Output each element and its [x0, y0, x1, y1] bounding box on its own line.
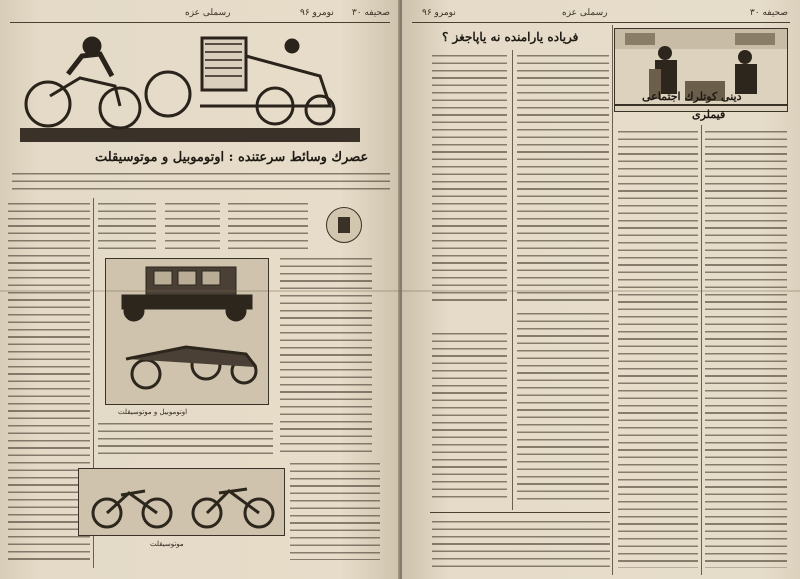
car-drawing — [146, 38, 334, 124]
right-issue-number: نومرو ۹۶ — [422, 8, 456, 18]
right-text-column-1b — [432, 330, 507, 500]
left-text-column-2a — [98, 200, 156, 252]
left-magazine-name: رسملی عزه — [185, 8, 231, 18]
right-top-headline: فریاده یارامنده نه یاپاجغز ؟ — [442, 30, 579, 44]
right-text-column-2 — [517, 52, 609, 302]
right-text-column-4 — [705, 128, 787, 568]
left-text-column-2b — [165, 200, 220, 252]
right-bottom-text — [432, 518, 610, 568]
right-text-column-3 — [618, 128, 698, 568]
left-text-column-3 — [280, 255, 372, 455]
left-intro-text — [12, 170, 390, 190]
right-header-rule — [412, 22, 790, 23]
left-issue-number: نومرو ۹۶ — [300, 8, 334, 18]
left-page-number: صحیفه ۳۰ — [351, 8, 390, 18]
right-magazine-name: رسملی عزه — [562, 8, 608, 18]
left-header-rule — [10, 22, 390, 23]
motorcycle-photo-caption: موتوسیقلت — [150, 540, 184, 548]
left-text-below-photo — [98, 420, 273, 460]
left-text-column-2c — [228, 200, 308, 252]
motorcycle-drawing — [26, 38, 140, 128]
limousine-photo — [122, 267, 252, 321]
motorcycle-photo-2 — [193, 489, 273, 527]
car-photo-caption: اوتوموبیل و موتوسیقلت — [118, 408, 188, 416]
roadster-photo — [126, 347, 256, 388]
motorcycle-photo-frame — [78, 468, 285, 536]
right-column-divider-2 — [612, 25, 613, 575]
right-lower-rule — [430, 512, 610, 513]
motorcycle-photo-1 — [93, 491, 171, 527]
right-side-headline-2: قیملری — [692, 108, 726, 121]
right-text-column-1 — [432, 52, 507, 302]
left-text-column-4 — [290, 460, 380, 560]
right-column-divider-3 — [701, 125, 702, 575]
top-vehicle-illustration — [20, 26, 360, 142]
paper-fold — [0, 290, 800, 292]
seated-man-right — [735, 50, 757, 94]
right-side-headline-1: دینی کوتلرك اجتماعی — [642, 90, 742, 103]
right-text-column-2b — [517, 310, 609, 500]
car-photo-frame — [105, 258, 269, 405]
right-page-number: صحیفه ۳۰ — [749, 8, 788, 18]
left-article-title: عصرك وسائط سرعتنده : اوتوموبیل و موتوسیقلت — [95, 150, 369, 165]
emblem-icon — [326, 207, 362, 243]
right-column-divider-1 — [512, 50, 513, 510]
